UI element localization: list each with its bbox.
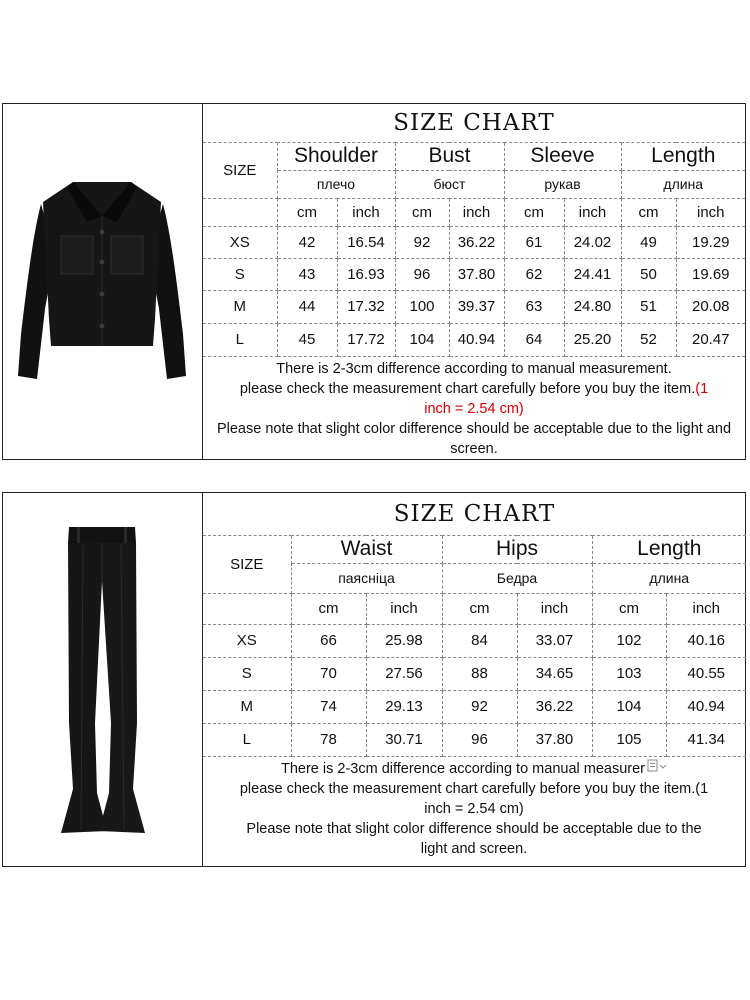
note-check-chart-text: please check the measurement chart carefully before you buy the item. bbox=[239, 380, 696, 397]
note-inch-conversion: inch = 2.54 cm) bbox=[424, 400, 524, 417]
bust-header-ru: бюст bbox=[395, 170, 504, 198]
value-cell: 37.80 bbox=[449, 258, 504, 290]
unit-cm: cm bbox=[442, 593, 517, 624]
value-cell: 105 bbox=[592, 723, 666, 756]
value-cell: 51 bbox=[621, 290, 676, 323]
blank-cell bbox=[203, 593, 291, 624]
jacket-image bbox=[3, 104, 203, 459]
note-measurement-text: There is 2-3cm difference according to manual measurer bbox=[280, 760, 645, 777]
length-header-ru: длина bbox=[621, 170, 745, 198]
note-measurement-difference: There is 2-3cm difference according to manual measurement. bbox=[276, 360, 672, 377]
value-cell: 61 bbox=[504, 226, 564, 258]
value-cell: 40.94 bbox=[666, 690, 746, 723]
unit-cm: cm bbox=[592, 593, 666, 624]
paste-options-icon[interactable] bbox=[647, 759, 667, 779]
value-cell: 66 bbox=[291, 624, 366, 657]
value-cell: 40.55 bbox=[666, 657, 746, 690]
value-cell: 41.34 bbox=[666, 723, 746, 756]
value-cell: 102 bbox=[592, 624, 666, 657]
value-cell: 27.56 bbox=[366, 657, 442, 690]
value-cell: 25.20 bbox=[564, 323, 621, 356]
black-cropped-jacket-image bbox=[3, 104, 201, 459]
length-header-ru: длина bbox=[592, 563, 746, 593]
black-flared-pants-image bbox=[3, 493, 201, 866]
value-cell: 50 bbox=[621, 258, 676, 290]
size-cell: S bbox=[203, 258, 277, 290]
value-cell: 45 bbox=[277, 323, 337, 356]
table-row bbox=[203, 323, 745, 356]
value-cell: 24.41 bbox=[564, 258, 621, 290]
value-cell: 92 bbox=[442, 690, 517, 723]
table-row bbox=[203, 690, 746, 723]
value-cell: 52 bbox=[621, 323, 676, 356]
note-color-difference: Please note that slight color difference should be acceptable due to the bbox=[246, 820, 702, 837]
value-cell: 43 bbox=[277, 258, 337, 290]
sleeve-header: Sleeve bbox=[504, 142, 621, 170]
jacket-size-chart-panel bbox=[2, 103, 746, 460]
value-cell: 17.32 bbox=[337, 290, 395, 323]
value-cell: 36.22 bbox=[449, 226, 504, 258]
value-cell: 34.65 bbox=[517, 657, 592, 690]
value-cell: 63 bbox=[504, 290, 564, 323]
waist-header-ru: паясніца bbox=[291, 563, 442, 593]
note-measurement-difference bbox=[205, 759, 743, 779]
jacket-size-table bbox=[203, 104, 745, 357]
size-column-header: SIZE bbox=[203, 142, 277, 198]
value-cell: 100 bbox=[395, 290, 449, 323]
pants-image bbox=[3, 493, 203, 866]
value-cell: 39.37 bbox=[449, 290, 504, 323]
table-row bbox=[203, 290, 745, 323]
value-cell: 36.22 bbox=[517, 690, 592, 723]
shoulder-header-ru: плечо bbox=[277, 170, 395, 198]
value-cell: 104 bbox=[592, 690, 666, 723]
unit-cm: cm bbox=[291, 593, 366, 624]
size-cell: XS bbox=[203, 624, 291, 657]
value-cell: 88 bbox=[442, 657, 517, 690]
jacket-size-table-area bbox=[203, 104, 745, 459]
pants-size-chart-panel bbox=[2, 492, 746, 867]
value-cell: 84 bbox=[442, 624, 517, 657]
value-cell: 17.72 bbox=[337, 323, 395, 356]
jacket-notes bbox=[203, 357, 745, 461]
unit-inch: inch bbox=[564, 198, 621, 226]
note-color-difference-cont: light and screen. bbox=[420, 840, 528, 857]
value-cell: 96 bbox=[442, 723, 517, 756]
value-cell: 70 bbox=[291, 657, 366, 690]
size-cell: M bbox=[203, 690, 291, 723]
sleeve-header-ru: рукав bbox=[504, 170, 621, 198]
unit-cm: cm bbox=[504, 198, 564, 226]
size-cell: L bbox=[203, 723, 291, 756]
value-cell: 40.16 bbox=[666, 624, 746, 657]
value-cell: 92 bbox=[395, 226, 449, 258]
value-cell: 20.08 bbox=[676, 290, 745, 323]
bust-header: Bust bbox=[395, 142, 504, 170]
value-cell: 16.54 bbox=[337, 226, 395, 258]
unit-inch: inch bbox=[337, 198, 395, 226]
value-cell: 44 bbox=[277, 290, 337, 323]
value-cell: 24.02 bbox=[564, 226, 621, 258]
value-cell: 74 bbox=[291, 690, 366, 723]
note-check-chart bbox=[205, 379, 743, 399]
value-cell: 30.71 bbox=[366, 723, 442, 756]
pants-notes bbox=[203, 757, 745, 861]
pants-chart-title: SIZE CHART bbox=[203, 493, 746, 535]
table-row bbox=[203, 624, 746, 657]
unit-inch: inch bbox=[517, 593, 592, 624]
length-header: Length bbox=[621, 142, 745, 170]
table-row bbox=[203, 258, 745, 290]
waist-header: Waist bbox=[291, 535, 442, 563]
note-color-difference: Please note that slight color difference should be acceptable due to the light and screen. bbox=[216, 420, 732, 457]
unit-cm: cm bbox=[621, 198, 676, 226]
note-check-chart: please check the measurement chart carefully before you buy the item.(1 bbox=[239, 780, 709, 797]
value-cell: 104 bbox=[395, 323, 449, 356]
value-cell: 42 bbox=[277, 226, 337, 258]
value-cell: 16.93 bbox=[337, 258, 395, 290]
value-cell: 78 bbox=[291, 723, 366, 756]
value-cell: 49 bbox=[621, 226, 676, 258]
size-cell: L bbox=[203, 323, 277, 356]
shoulder-header: Shoulder bbox=[277, 142, 395, 170]
value-cell: 103 bbox=[592, 657, 666, 690]
size-cell: S bbox=[203, 657, 291, 690]
hips-header-ru: Бедра bbox=[442, 563, 592, 593]
value-cell: 19.69 bbox=[676, 258, 745, 290]
value-cell: 37.80 bbox=[517, 723, 592, 756]
value-cell: 64 bbox=[504, 323, 564, 356]
value-cell: 33.07 bbox=[517, 624, 592, 657]
unit-inch: inch bbox=[449, 198, 504, 226]
value-cell: 25.98 bbox=[366, 624, 442, 657]
note-inch-conversion-start: (1 bbox=[695, 380, 709, 397]
blank-cell bbox=[203, 198, 277, 226]
note-inch-conversion: inch = 2.54 cm) bbox=[424, 800, 524, 817]
length-header: Length bbox=[592, 535, 746, 563]
value-cell: 40.94 bbox=[449, 323, 504, 356]
jacket-chart-title: SIZE CHART bbox=[203, 104, 745, 142]
unit-cm: cm bbox=[395, 198, 449, 226]
value-cell: 20.47 bbox=[676, 323, 745, 356]
unit-inch: inch bbox=[676, 198, 745, 226]
unit-cm: cm bbox=[277, 198, 337, 226]
pants-size-table bbox=[203, 493, 746, 757]
table-row bbox=[203, 657, 746, 690]
size-cell: XS bbox=[203, 226, 277, 258]
unit-inch: inch bbox=[666, 593, 746, 624]
pants-size-table-area bbox=[203, 493, 745, 866]
hips-header: Hips bbox=[442, 535, 592, 563]
value-cell: 19.29 bbox=[676, 226, 745, 258]
value-cell: 96 bbox=[395, 258, 449, 290]
size-cell: M bbox=[203, 290, 277, 323]
value-cell: 29.13 bbox=[366, 690, 442, 723]
value-cell: 24.80 bbox=[564, 290, 621, 323]
table-row bbox=[203, 226, 745, 258]
unit-inch: inch bbox=[366, 593, 442, 624]
table-row bbox=[203, 723, 746, 756]
size-column-header: SIZE bbox=[203, 535, 291, 593]
value-cell: 62 bbox=[504, 258, 564, 290]
